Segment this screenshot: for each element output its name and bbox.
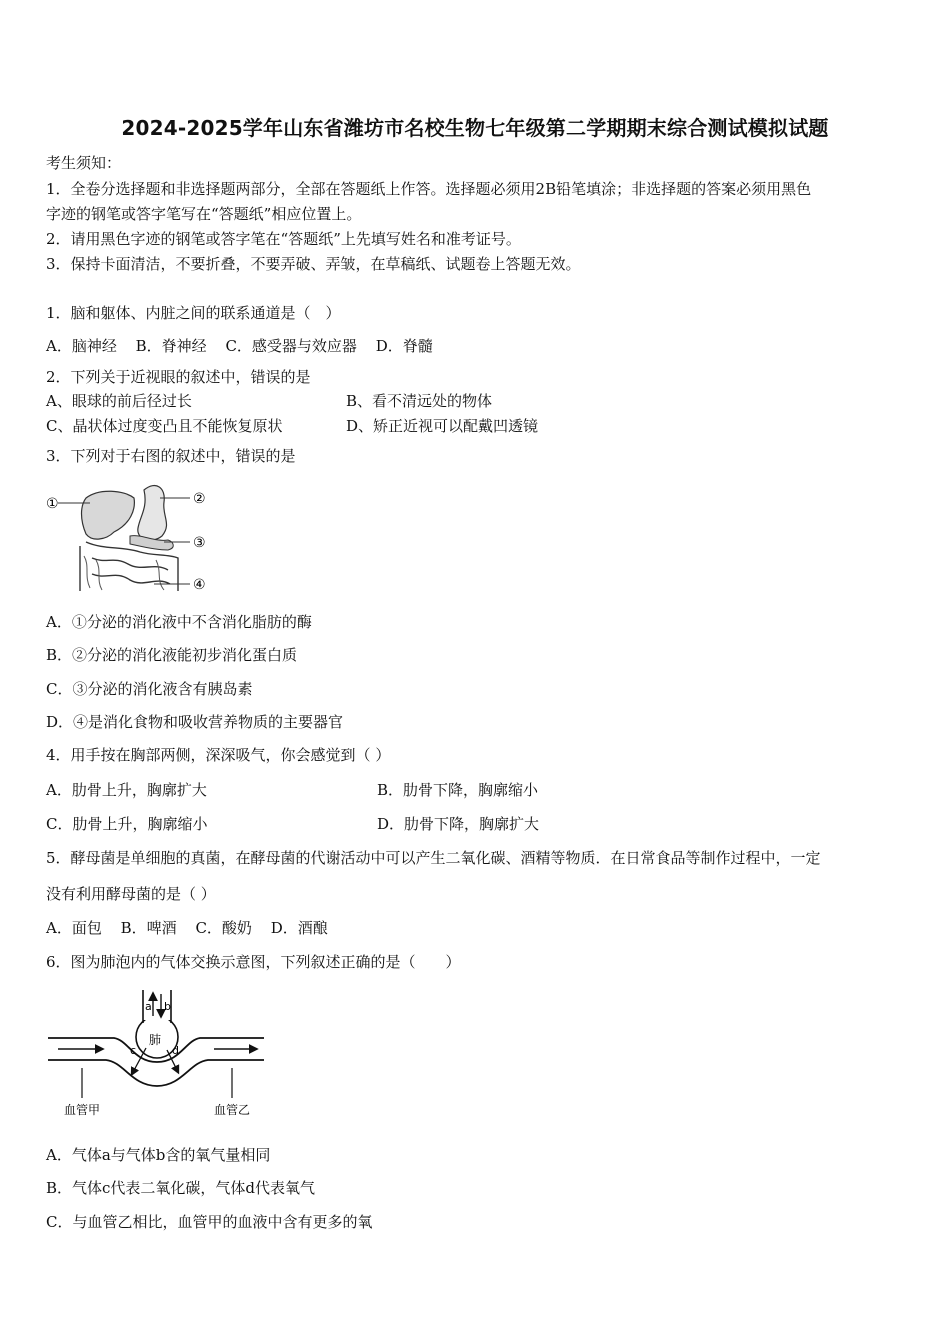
option-a: A．①分泌的消化液中不含消化脂肪的酶: [46, 613, 312, 631]
option-a: A．肋骨上升，胸廓扩大: [46, 781, 207, 799]
label-vessel-b: 血管乙: [214, 1103, 251, 1117]
question-6-stem: 6．图为肺泡内的气体交换示意图，下列叙述正确的是（ ）: [46, 953, 461, 971]
option-a: A．面包: [46, 919, 102, 937]
option-a: A．脑神经: [46, 337, 117, 355]
label-c: c: [130, 1044, 137, 1057]
question-2-stem: 2．下列关于近视眼的叙述中，错误的是: [46, 368, 311, 386]
figure-label-2: ②: [193, 491, 206, 507]
digestive-system-figure: [44, 476, 219, 598]
question-1-stem: 1．脑和躯体、内脏之间的联系通道是（ ）: [46, 304, 341, 322]
option-c: C．酸奶: [195, 919, 252, 937]
notice-heading: 考生须知：: [46, 154, 122, 172]
notice-item: 2．请用黑色字迹的钢笔或答字笔在“答题纸”上先填写姓名和准考证号。: [46, 230, 521, 248]
option-d: D．脊髓: [375, 337, 433, 355]
question-5-stem: 5．酵母菌是单细胞的真菌，在酵母菌的代谢活动中可以产生二氧化碳、酒精等物质．在日常食品等制作过程中，一定: [46, 849, 821, 867]
alveolus-gas-exchange-figure: [44, 988, 269, 1118]
option-a: A．气体a与气体b含的氧气量相同: [46, 1146, 271, 1164]
question-4-stem: 4．用手按在胸部两侧，深深吸气，你会感觉到（ ）: [46, 746, 391, 764]
label-d: d: [172, 1044, 179, 1057]
question-5-options: [46, 917, 342, 938]
option-a: A、眼球的前后径过长: [46, 392, 192, 410]
notice-item: 3．保持卡面清洁，不要折叠，不要弄破、弄皱，在草稿纸、试题卷上答题无效。: [46, 255, 581, 273]
label-vessel-a: 血管甲: [64, 1103, 101, 1117]
option-c: C．感受器与效应器: [225, 337, 357, 355]
option-b: B．②分泌的消化液能初步消化蛋白质: [46, 646, 298, 664]
figure-label-4: ④: [193, 577, 206, 593]
option-b: B．脊神经: [135, 337, 207, 355]
notice-item: 字迹的钢笔或答字笔写在“答题纸”相应位置上。: [46, 205, 362, 223]
option-c: C．肋骨上升，胸廓缩小: [46, 815, 208, 833]
question-1-options: [46, 335, 447, 356]
option-d: D．④是消化食物和吸收营养物质的主要器官: [46, 713, 344, 731]
option-c: C．与血管乙相比，血管甲的血液中含有更多的氧: [46, 1213, 373, 1231]
option-b: B．气体c代表二氧化碳，气体d代表氧气: [46, 1179, 316, 1197]
notice-item: 1．全卷分选择题和非选择题两部分，全部在答题纸上作答。选择题必须用2B铅笔填涂；非选择题的答案必须用黑色: [46, 180, 812, 198]
question-3-stem: 3．下列对于右图的叙述中，错误的是: [46, 447, 296, 465]
figure-label-3: ③: [193, 535, 206, 551]
label-a: a: [145, 1000, 152, 1013]
label-lung: 肺: [149, 1033, 162, 1047]
option-c: C、晶状体过度变凸且不能恢复原状: [46, 417, 283, 435]
page-title: 2024-2025学年山东省潍坊市名校生物七年级第二学期期末综合测试模拟试题: [121, 116, 829, 140]
option-b: B、看不清远处的物体: [346, 392, 493, 410]
option-b: B．啤酒: [120, 919, 177, 937]
label-b: b: [164, 1000, 171, 1013]
option-b: B．肋骨下降，胸廓缩小: [377, 781, 539, 799]
question-5-stem-continued: 没有利用酵母菌的是（ ）: [46, 885, 216, 903]
option-d: D．酒酿: [270, 919, 328, 937]
option-c: C．③分泌的消化液含有胰岛素: [46, 680, 253, 698]
figure-label-1: ①: [46, 496, 59, 512]
option-d: D、矫正近视可以配戴凹透镜: [346, 417, 539, 435]
option-d: D．肋骨下降，胸廓扩大: [377, 815, 540, 833]
